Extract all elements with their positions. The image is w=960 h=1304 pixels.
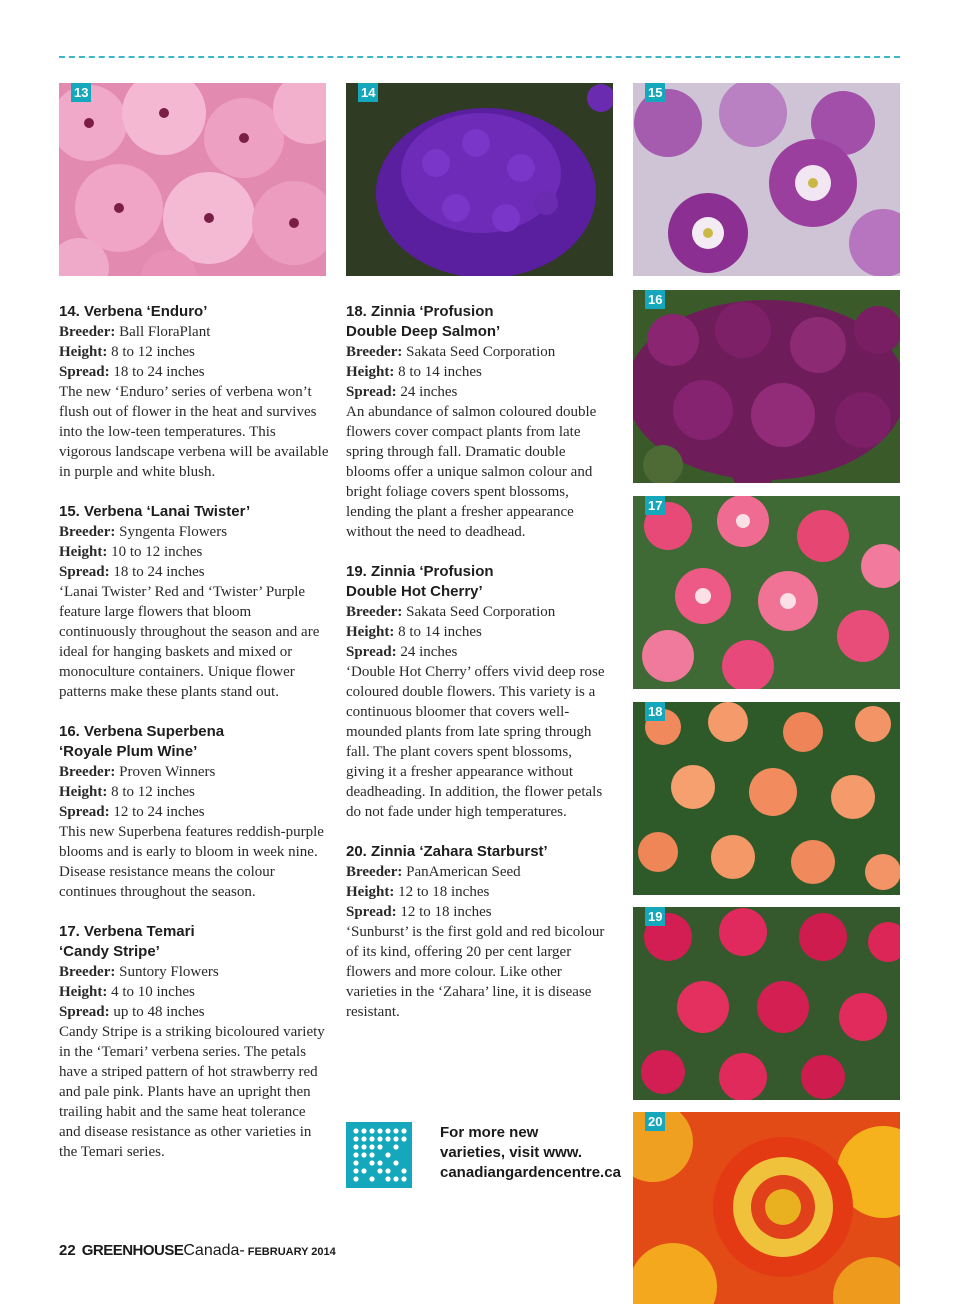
entry-title-line2: Double Hot Cherry’ [346, 583, 483, 600]
photo-15-verbena-lanai-twister [633, 83, 900, 276]
entry-title-line1: 17. Verbena Temari [59, 923, 195, 940]
photo-20-zinnia-zahara-starburst [633, 1112, 900, 1304]
breeder-line: Breeder: Sakata Seed Corporation [346, 604, 556, 620]
spread-line: Spread: 12 to 24 inches [59, 804, 205, 820]
magazine-name-regular: Canada [183, 1242, 240, 1259]
entry-title: 14. Verbena ‘Enduro’ [59, 303, 208, 320]
more-info-line2: varieties, visit www. [440, 1144, 583, 1161]
entry-title-line2: ‘Royale Plum Wine’ [59, 743, 198, 760]
more-info-url[interactable]: canadiangardencentre.ca [440, 1164, 621, 1181]
entry-19 [346, 562, 608, 822]
entry-title-line2: ‘Candy Stripe’ [59, 943, 160, 960]
dashed-rule [59, 56, 900, 58]
height-line: Height: 8 to 12 inches [59, 784, 195, 800]
height-line: Height: 4 to 10 inches [59, 984, 195, 1000]
height-line: Height: 8 to 14 inches [346, 364, 482, 380]
photo-number-badge: 13 [71, 83, 91, 102]
photo-number-badge: 18 [645, 702, 665, 721]
spread-line: Spread: 18 to 24 inches [59, 364, 205, 380]
breeder-line: Breeder: Syngenta Flowers [59, 524, 228, 540]
entry-18 [346, 302, 608, 542]
entry-description: ‘Lanai Twister’ Red and ‘Twister’ Purple feature large flowers that bloom continuously throughout the season and are ideal for hanging baskets and mixed or monoculture containers. Unique flower patterns make these plants stand out. [59, 584, 320, 700]
photo-number-badge: 17 [645, 496, 665, 515]
breeder-line: Breeder: Sakata Seed Corporation [346, 344, 556, 360]
entry-title-line2: Double Deep Salmon’ [346, 323, 501, 340]
breeder-line: Breeder: Proven Winners [59, 764, 216, 780]
photo-number-badge: 16 [645, 290, 665, 309]
spread-line: Spread: 24 inches [346, 384, 458, 400]
photo-number-badge: 15 [645, 83, 665, 102]
entry-title-line1: 16. Verbena Superbena [59, 723, 225, 740]
entry-description: ‘Double Hot Cherry’ offers vivid deep rose coloured double flowers. This variety is a continuous bloomer that covers well-mounded plants from late spring through fall. The plant covers spent blossoms, giving it a fresher appearance without deadheading. In addition, the flower petals do not fade under high temperatures. [346, 664, 605, 820]
photo-number-badge: 20 [645, 1112, 665, 1131]
breeder-line: Breeder: PanAmerican Seed [346, 864, 521, 880]
entry-15 [59, 502, 329, 702]
photo-17-verbena-candy-stripe [633, 496, 900, 689]
photo-14-verbena-purple [346, 83, 613, 276]
spread-line: Spread: 12 to 18 inches [346, 904, 492, 920]
photo-number-badge: 19 [645, 907, 665, 926]
photo-19-zinnia-hot-cherry [633, 907, 900, 1100]
entry-title-line1: 19. Zinnia ‘Profusion [346, 563, 494, 580]
photo-13-petunia-pink [59, 83, 326, 276]
entry-title: 15. Verbena ‘Lanai Twister’ [59, 503, 251, 520]
qr-code-icon[interactable] [346, 1122, 412, 1188]
spread-line: Spread: 24 inches [346, 644, 458, 660]
more-info-block [346, 1122, 621, 1188]
entry-title-line1: 18. Zinnia ‘Profusion [346, 303, 494, 320]
entry-14 [59, 302, 329, 482]
breeder-line: Breeder: Ball FloraPlant [59, 324, 211, 340]
breeder-line: Breeder: Suntory Flowers [59, 964, 219, 980]
height-line: Height: 12 to 18 inches [346, 884, 490, 900]
issue-date: FEBRUARY 2014 [247, 1246, 336, 1258]
spread-line: Spread: up to 48 inches [59, 1004, 205, 1020]
entry-description: Candy Stripe is a striking bicoloured variety in the ‘Temari’ verbena series. The petals have a striped pattern of hot strawberry red and pale pink. Plants have an upright then trailing habit and the same heat tolerance and disease resistance as other varieties in the Temari series. [59, 1024, 325, 1160]
entry-20 [346, 842, 608, 1022]
more-info-text [440, 1123, 621, 1183]
page-footer [59, 1242, 336, 1264]
height-line: Height: 10 to 12 inches [59, 544, 203, 560]
entry-description: An abundance of salmon coloured double flowers cover compact plants from late spring through fall. Dramatic double blooms offer a unique salmon colour and bright foliage covers spent blossoms, lending the plant a fresher appearance without the need to deadhead. [346, 404, 597, 540]
entry-description: ‘Sunburst’ is the first gold and red bicolour of its kind, offering 20 per cent larger flowers and more colour. Like other varieties in the ‘Zahara’ line, it is disease resistant. [346, 924, 605, 1020]
height-line: Height: 8 to 12 inches [59, 344, 195, 360]
entry-description: This new Superbena features reddish-purple blooms and is early to bloom in week nine. Disease resistance means the colour continues throughout the season. [59, 824, 324, 900]
magazine-name-bold: GREENHOUSE [81, 1242, 184, 1259]
entry-title: 20. Zinnia ‘Zahara Starburst’ [346, 843, 548, 860]
spread-line: Spread: 18 to 24 inches [59, 564, 205, 580]
page-number: 22 [59, 1242, 76, 1259]
photo-number-badge: 14 [358, 83, 378, 102]
text-column-middle [346, 302, 608, 1042]
entry-16 [59, 722, 329, 902]
footer-separator: - [239, 1242, 245, 1259]
text-column-left [59, 302, 329, 1182]
entry-17 [59, 922, 329, 1162]
photo-18-zinnia-deep-salmon [633, 702, 900, 895]
photo-16-verbena-royale-plum-wine [633, 290, 900, 483]
entry-description: The new ‘Enduro’ series of verbena won’t flush out of flower in the heat and survives into the low-teen temperatures. This vigorous landscape verbena will be available in purple and white blush. [59, 384, 329, 480]
height-line: Height: 8 to 14 inches [346, 624, 482, 640]
more-info-line1: For more new [440, 1124, 539, 1141]
